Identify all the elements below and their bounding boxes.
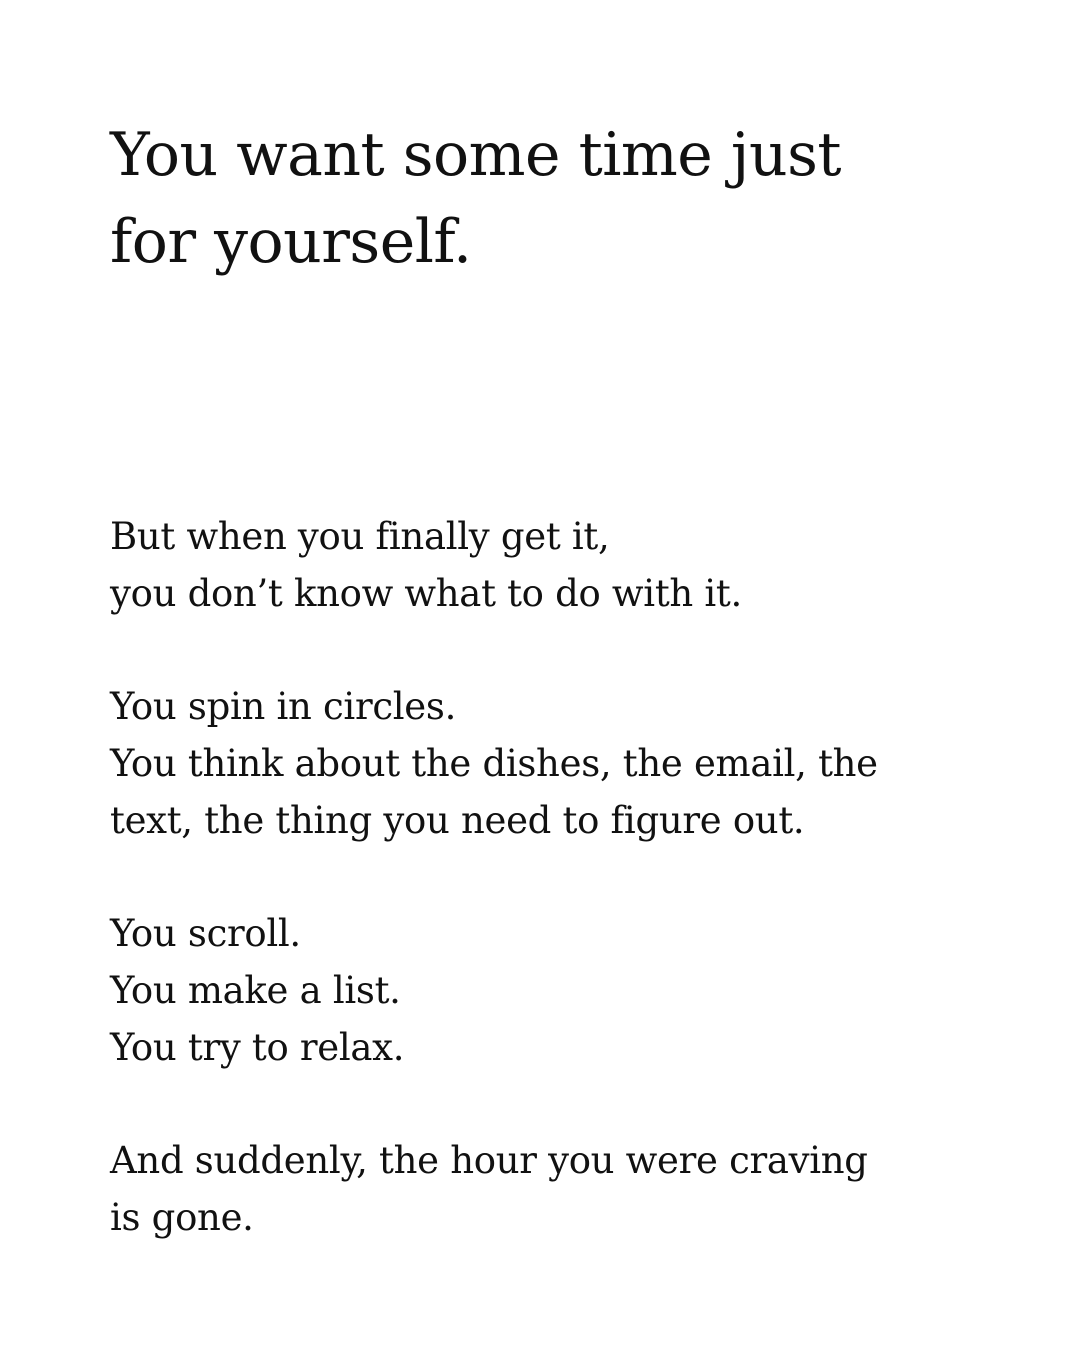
- paragraph-line: And suddenly, the hour you were craving: [110, 1139, 868, 1182]
- body-text: [110, 508, 970, 1246]
- headline-line: for yourself.: [110, 207, 472, 277]
- paragraph-line: You think about the dishes, the email, the: [110, 742, 878, 785]
- paragraph: [110, 678, 970, 849]
- paragraph-line: text, the thing you need to figure out.: [110, 799, 805, 842]
- paragraph-line: you don’t know what to do with it.: [110, 572, 742, 615]
- paragraph-line: You scroll.: [110, 912, 301, 955]
- paragraph: [110, 905, 970, 1076]
- paragraph-line: But when you finally get it,: [110, 515, 610, 558]
- headline-block: [110, 112, 970, 286]
- paragraph-line: is gone.: [110, 1196, 254, 1239]
- paragraph: [110, 1132, 970, 1246]
- paragraph-line: You try to relax.: [110, 1026, 405, 1069]
- headline: [110, 112, 970, 286]
- paragraph-line: You make a list.: [110, 969, 401, 1012]
- paragraph-line: You spin in circles.: [110, 685, 457, 728]
- headline-line: You want some time just: [110, 120, 841, 190]
- paragraph: [110, 508, 970, 622]
